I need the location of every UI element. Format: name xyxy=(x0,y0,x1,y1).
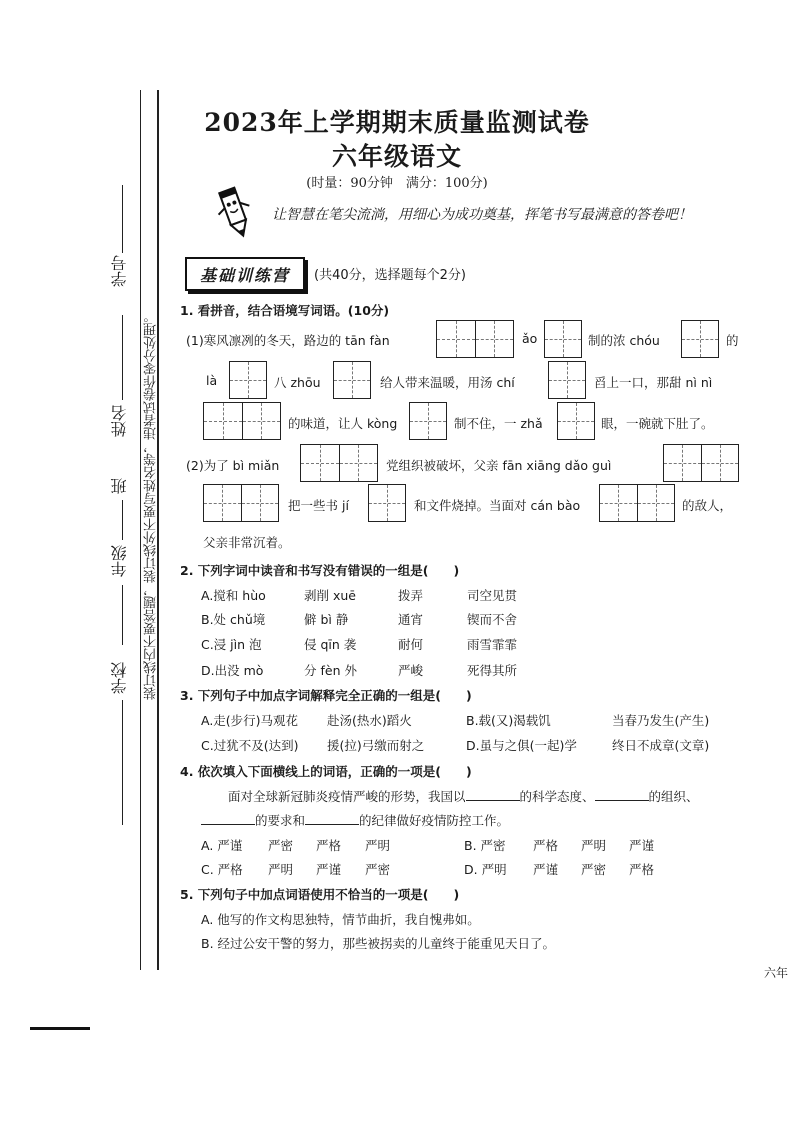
q4-opt-c-3: 严谨 xyxy=(316,862,342,877)
q2-row-a-2: 剥削 xuē xyxy=(304,588,356,603)
page-footer: 六年 xyxy=(763,966,788,980)
q1-line5-b: 和文件烧掉。当面对 cán bào xyxy=(414,498,581,513)
field-student-id: 学号 xyxy=(110,255,129,287)
binding-line-outer xyxy=(140,90,141,970)
q2-row-c-4: 雨雪霏霏 xyxy=(467,637,518,652)
q4-opt-b-1: B. 严密 xyxy=(464,838,506,853)
section-label: 基础训练营 xyxy=(185,257,305,291)
q1-line1-c: 制的浓 chóu xyxy=(588,333,660,348)
q2-row-c-3: 耐何 xyxy=(398,637,424,652)
q4-opt-d-2: 严谨 xyxy=(533,862,559,877)
q3-title: 3. 下列句子中加点字词解释完全正确的一组是( ) xyxy=(180,688,472,703)
q4-blank-4[interactable] xyxy=(305,813,359,825)
q1-line4-a: (2)为了 bì miǎn xyxy=(186,458,280,473)
q2-row-a-1: A.搅和 hùo xyxy=(201,588,266,603)
q3-row1-2: 赴汤(热水)蹈火 xyxy=(327,713,412,728)
answer-box-ji[interactable] xyxy=(368,484,406,522)
q3-row1-4: 当春乃发生(产生) xyxy=(612,713,710,728)
q1-line5-a: 把一些书 jí xyxy=(288,498,349,513)
field-school: 学校 xyxy=(110,662,129,694)
q1-line1-a: (1)寒风凛冽的冬天，路边的 tān fàn xyxy=(186,333,390,348)
q4-opt-d-1: D. 严明 xyxy=(464,862,507,877)
q1-line1-d: 的 xyxy=(726,333,739,348)
q4-opt-c-1: C. 严格 xyxy=(201,862,243,877)
q2-row-a-4: 司空见贯 xyxy=(467,588,518,603)
q2-row-d-1: D.出没 mò xyxy=(201,663,264,678)
section-note: (共40分，选择题每个2分) xyxy=(314,268,466,283)
q2-row-b-4: 锲而不舍 xyxy=(467,612,518,627)
q1-title: 1. 看拼音，结合语境写词语。(10分) xyxy=(180,303,390,318)
q4-title: 4. 依次填入下面横线上的词语，正确的一项是( ) xyxy=(180,764,472,779)
q4-blank-2[interactable] xyxy=(595,789,649,801)
q4-opt-d-4: 严格 xyxy=(629,862,655,877)
q1-line2-c: 给人带来温暖，用汤 chí xyxy=(380,375,515,390)
binding-notice: 装订线内不要答题，装订线外不要写姓名等，违者试卷作零分处理。 xyxy=(144,310,159,700)
q2-row-c-2: 侵 qīn 袭 xyxy=(304,637,357,652)
exam-meta: (时量：90分钟 满分：100分) xyxy=(306,176,488,191)
q4-blank-1[interactable] xyxy=(466,789,520,801)
q2-title: 2. 下列字词中读音和书写没有错误的一组是( ) xyxy=(180,563,460,578)
bottom-rule xyxy=(30,1027,90,1030)
q3-row2-1: C.过犹不及(达到) xyxy=(201,738,299,753)
q5-option-b: B. 经过公安干警的努力，那些被拐卖的儿童终于能重见天日了。 xyxy=(201,936,556,951)
pencil-mascot-icon xyxy=(205,183,265,243)
q2-row-a-3: 拨弄 xyxy=(398,588,424,603)
q1-line4-b: 党组织被破坏，父亲 fān xiāng dǎo guì xyxy=(386,458,612,473)
field-grade-blank[interactable] xyxy=(122,585,123,645)
q4-opt-c-2: 严明 xyxy=(268,862,294,877)
answer-box-ao[interactable] xyxy=(544,320,582,358)
q4-opt-a-4: 严明 xyxy=(365,838,391,853)
q1-line2-a: là xyxy=(206,373,218,388)
q3-row2-2: 援(拉)弓缴而射之 xyxy=(327,738,425,753)
q3-row1-1: A.走(步行)马观花 xyxy=(201,713,299,728)
q1-line3-a: 的味道，让人 kòng xyxy=(288,416,398,431)
q1-line5-c: 的敌人， xyxy=(682,498,733,513)
q1-line1-b: ǎo xyxy=(522,331,538,346)
answer-box-tan-fan[interactable] xyxy=(436,320,514,358)
q2-row-d-2: 分 fèn 外 xyxy=(304,663,357,678)
answer-box-fan-xiang-dao-gui-2[interactable] xyxy=(203,484,279,522)
q1-line3-c: 眼，一碗就下肚了。 xyxy=(601,416,714,431)
q4-opt-b-3: 严明 xyxy=(581,838,607,853)
exam-title: 2023年上学期期末质量监测试卷 xyxy=(204,108,590,137)
field-name-blank[interactable] xyxy=(122,315,123,400)
q5-title: 5. 下列句子中加点词语使用不恰当的一项是( ) xyxy=(180,887,460,902)
answer-box-zha[interactable] xyxy=(557,402,595,440)
field-class-blank[interactable] xyxy=(122,500,123,540)
answer-box-zhou[interactable] xyxy=(333,361,371,399)
q2-row-b-1: B.处 chǔ境 xyxy=(201,612,266,627)
q2-row-c-1: C.浸 jìn 泡 xyxy=(201,637,262,652)
q2-row-d-4: 死得其所 xyxy=(467,663,518,678)
exam-subtitle: 六年级语文 xyxy=(331,142,462,171)
motto: 让智慧在笔尖流淌，用细心为成功奠基，挥笔书写最满意的答卷吧！ xyxy=(272,207,692,223)
field-student-id-blank[interactable] xyxy=(122,185,123,253)
answer-box-ni-ni[interactable] xyxy=(203,402,281,440)
q5-option-a: A. 他写的作文构思独特，情节曲折，我自愧弗如。 xyxy=(201,912,480,927)
q4-opt-b-4: 严谨 xyxy=(629,838,655,853)
q4-blank-3[interactable] xyxy=(201,813,255,825)
answer-box-kong[interactable] xyxy=(409,402,447,440)
field-class: 班 xyxy=(110,478,129,494)
q4-opt-a-1: A. 严谨 xyxy=(201,838,243,853)
q3-row2-4: 终日不成章(文章) xyxy=(612,738,710,753)
answer-box-chou[interactable] xyxy=(681,320,719,358)
answer-box-la[interactable] xyxy=(229,361,267,399)
q4-opt-a-3: 严格 xyxy=(316,838,342,853)
field-name: 姓名 xyxy=(110,405,129,437)
q1-line2-b: 八 zhōu xyxy=(274,375,321,390)
q1-line3-b: 制不住，一 zhǎ xyxy=(454,416,543,431)
q3-row2-3: D.虽与之俱(一起)学 xyxy=(466,738,577,753)
q1-line2-d: 舀上一口，那甜 nì nì xyxy=(594,375,713,390)
answer-box-fan-xiang-dao-gui[interactable] xyxy=(663,444,739,482)
q1-line6: 父亲非常沉着。 xyxy=(203,535,291,550)
q4-opt-d-3: 严密 xyxy=(581,862,607,877)
q2-row-b-3: 通宵 xyxy=(398,612,424,627)
q3-row1-3: B.载(又)渴载饥 xyxy=(466,713,551,728)
field-grade: 年级 xyxy=(110,545,129,577)
q4-text-line2: 的要求和 的纪律做好疫情防控工作。 xyxy=(201,811,509,829)
answer-box-bi-mian[interactable] xyxy=(300,444,378,482)
field-school-blank[interactable] xyxy=(122,700,123,825)
q4-text-line1: 面对全球新冠肺炎疫情严峻的形势，我国以 的科学态度、 的组织、 xyxy=(228,789,699,804)
answer-box-can-bao[interactable] xyxy=(599,484,675,522)
q4-opt-a-2: 严密 xyxy=(268,838,294,853)
q2-row-b-2: 僻 bì 静 xyxy=(304,612,349,627)
q2-row-d-3: 严峻 xyxy=(398,663,424,678)
q4-opt-c-4: 严密 xyxy=(365,862,391,877)
q4-opt-b-2: 严格 xyxy=(533,838,559,853)
answer-box-chi[interactable] xyxy=(548,361,586,399)
